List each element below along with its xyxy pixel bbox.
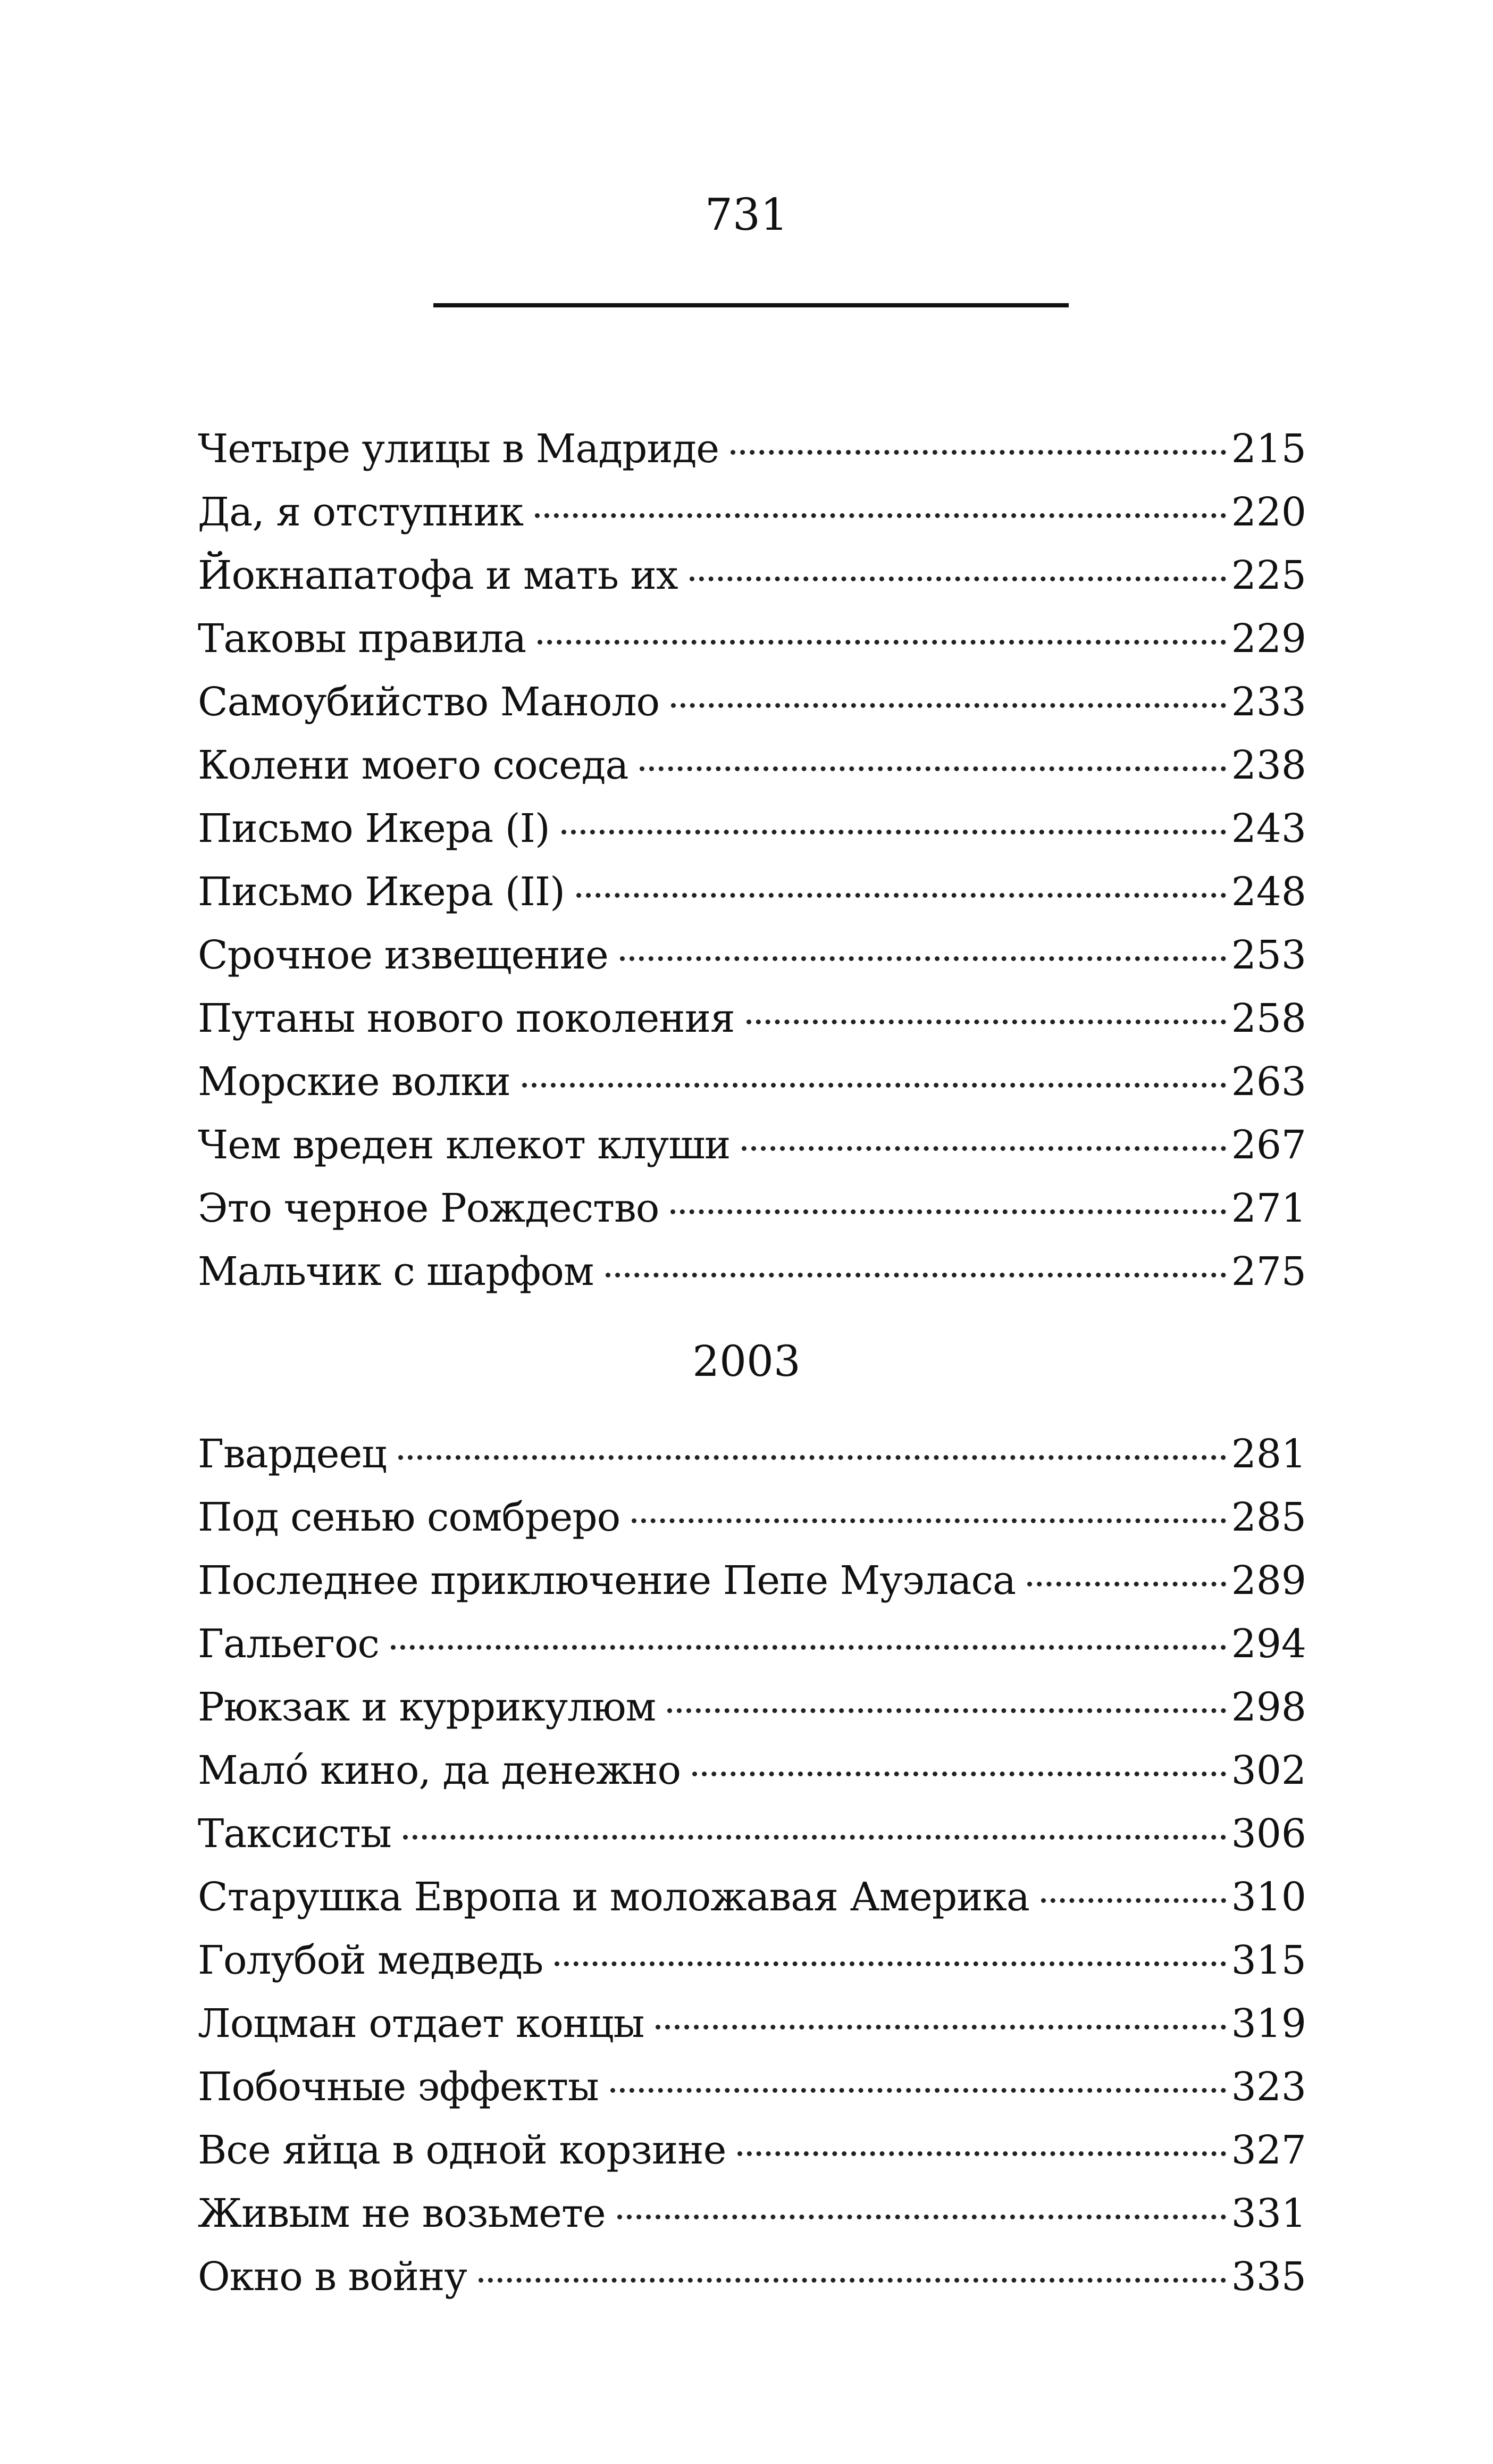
toc-entry-title: Срочное извещение: [198, 932, 608, 978]
dot-leader: [667, 1708, 1226, 1713]
toc-entry-title: Письмо Икера (II): [198, 869, 565, 915]
toc-entry: [198, 734, 1306, 797]
toc-entry-title: Живым не возьмете: [198, 2191, 606, 2236]
page-number: 731: [704, 190, 789, 240]
toc-entry-title: Путаны нового поколения: [198, 996, 735, 1041]
toc-entry: [198, 1423, 1306, 1486]
toc-entry-page: 253: [1231, 932, 1306, 978]
toc-entry-page: 298: [1231, 1684, 1306, 1730]
toc-entry-title: Письмо Икера (I): [198, 806, 550, 851]
toc-entry: [198, 1613, 1306, 1676]
toc-entry-title: Это черное Рождество: [198, 1185, 659, 1231]
toc-entry: [198, 861, 1306, 924]
toc-entry-title: Йокнапатофа и мать их: [198, 553, 678, 598]
toc-entry-title: Окно в войну: [198, 2254, 467, 2300]
toc-entry-title: Да, я отступник: [198, 489, 524, 535]
toc-entry-page: 310: [1231, 1874, 1306, 1920]
dot-leader: [617, 2215, 1226, 2219]
toc-entry: [198, 797, 1306, 861]
toc-entry-page: 263: [1231, 1059, 1306, 1105]
toc-entry: [198, 1240, 1306, 1304]
dot-leader: [535, 513, 1226, 518]
dot-leader: [656, 2025, 1226, 2029]
dot-leader: [690, 577, 1226, 581]
toc-entry: [198, 2119, 1306, 2182]
dot-leader: [1041, 1898, 1226, 1903]
toc-entry-title: Гальегос: [198, 1621, 379, 1667]
dot-leader: [561, 830, 1226, 834]
toc-entry-page: 289: [1231, 1558, 1306, 1603]
toc-entry-title: Гвардеец: [198, 1431, 387, 1477]
toc-entry-title: Мало́ кино, да денежно: [198, 1748, 681, 1793]
toc-entry-title: Последнее приключение Пепе Муэласа: [198, 1558, 1016, 1603]
toc-entry: [198, 417, 1306, 481]
dot-leader: [576, 893, 1226, 898]
dot-leader: [606, 1273, 1226, 1277]
dot-leader: [391, 1645, 1226, 1650]
toc-entry: [198, 1050, 1306, 1114]
dot-leader: [731, 450, 1226, 455]
toc-entry-page: 285: [1231, 1494, 1306, 1540]
dot-leader: [538, 640, 1226, 645]
toc-entry-page: 331: [1231, 2191, 1306, 2236]
toc-entry-title: Лоцман отдает концы: [198, 2001, 644, 2047]
toc-entry-title: Старушка Европа и моложавая Америка: [198, 1874, 1029, 1920]
dot-leader: [610, 2088, 1226, 2093]
toc-entry: [198, 1177, 1306, 1240]
toc-entry-page: 281: [1231, 1431, 1306, 1477]
dot-leader: [670, 1209, 1226, 1214]
dot-leader: [1027, 1582, 1226, 1586]
dot-leader: [640, 766, 1226, 771]
toc-entry-page: 238: [1231, 742, 1306, 788]
toc-entry-page: 294: [1231, 1621, 1306, 1667]
toc-entry: [198, 2245, 1306, 2309]
toc-entry-title: Голубой медведь: [198, 1937, 543, 1983]
dot-leader: [737, 2151, 1226, 2156]
toc-entry-title: Самоубийство Маноло: [198, 679, 660, 725]
toc-entry-page: 233: [1231, 679, 1306, 725]
dot-leader: [620, 956, 1226, 961]
toc-entry-page: 275: [1231, 1249, 1306, 1294]
toc-entry: [198, 987, 1306, 1050]
toc-entry-page: 327: [1231, 2127, 1306, 2173]
toc-entry: [198, 1486, 1306, 1549]
toc-entry: [198, 924, 1306, 987]
dot-leader: [403, 1835, 1226, 1840]
dot-leader: [671, 703, 1226, 708]
toc-entry: [198, 544, 1306, 607]
toc-entry: [198, 1929, 1306, 1992]
toc-entry: [198, 607, 1306, 671]
section-heading-year: 2003: [692, 1337, 801, 1386]
toc-entry-title: Мальчик с шарфом: [198, 1249, 594, 1294]
toc-entry: [198, 1739, 1306, 1802]
toc-entry: [198, 2056, 1306, 2119]
toc-entry: [198, 481, 1306, 544]
toc-entry-page: 229: [1231, 616, 1306, 662]
toc-entry-title: Под сенью сомбреро: [198, 1494, 620, 1540]
toc-entry: [198, 2182, 1306, 2245]
dot-leader: [522, 1083, 1226, 1088]
toc-entry-page: 248: [1231, 869, 1306, 915]
dot-leader: [692, 1772, 1226, 1776]
toc-entry-page: 271: [1231, 1185, 1306, 1231]
toc-entry-title: Все яйца в одной корзине: [198, 2127, 726, 2173]
header-rule: [433, 303, 1069, 307]
toc-entry-title: Рюкзак и куррикулюм: [198, 1684, 656, 1730]
toc-entry-page: 323: [1231, 2064, 1306, 2110]
toc-entry-title: Колени моего соседа: [198, 742, 628, 788]
toc-list-part2: [198, 1423, 1306, 2309]
toc-entry-title: Морские волки: [198, 1059, 510, 1105]
toc-entry-page: 302: [1231, 1748, 1306, 1793]
toc-entry: [198, 1114, 1306, 1177]
toc-entry-page: 335: [1231, 2254, 1306, 2300]
toc-entry: [198, 1866, 1306, 1929]
toc-entry-page: 258: [1231, 996, 1306, 1041]
dot-leader: [479, 2278, 1226, 2283]
toc-entry: [198, 1802, 1306, 1866]
toc-entry-page: 215: [1231, 426, 1306, 472]
toc-entry-title: Чем вреден клекот клуши: [198, 1122, 731, 1168]
toc-entry-title: Побочные эффекты: [198, 2064, 599, 2110]
dot-leader: [746, 1020, 1226, 1024]
toc-entry-page: 315: [1231, 1937, 1306, 1983]
toc-entry: [198, 671, 1306, 734]
dot-leader: [632, 1518, 1226, 1523]
toc-entry: [198, 1992, 1306, 2056]
toc-entry-page: 319: [1231, 2001, 1306, 2047]
toc-entry-page: 225: [1231, 553, 1306, 598]
toc-entry: [198, 1549, 1306, 1613]
toc-entry-title: Таковы правила: [198, 616, 526, 662]
toc-entry-page: 306: [1231, 1811, 1306, 1857]
toc-list-part1: [198, 417, 1306, 1304]
toc-entry-page: 220: [1231, 489, 1306, 535]
toc-entry-title: Четыре улицы в Мадриде: [198, 426, 719, 472]
dot-leader: [742, 1146, 1226, 1151]
toc-entry-page: 243: [1231, 806, 1306, 851]
dot-leader: [398, 1455, 1226, 1460]
dot-leader: [555, 1961, 1226, 1966]
toc-entry-title: Таксисты: [198, 1811, 391, 1857]
toc-entry-page: 267: [1231, 1122, 1306, 1168]
toc-entry: [198, 1676, 1306, 1739]
